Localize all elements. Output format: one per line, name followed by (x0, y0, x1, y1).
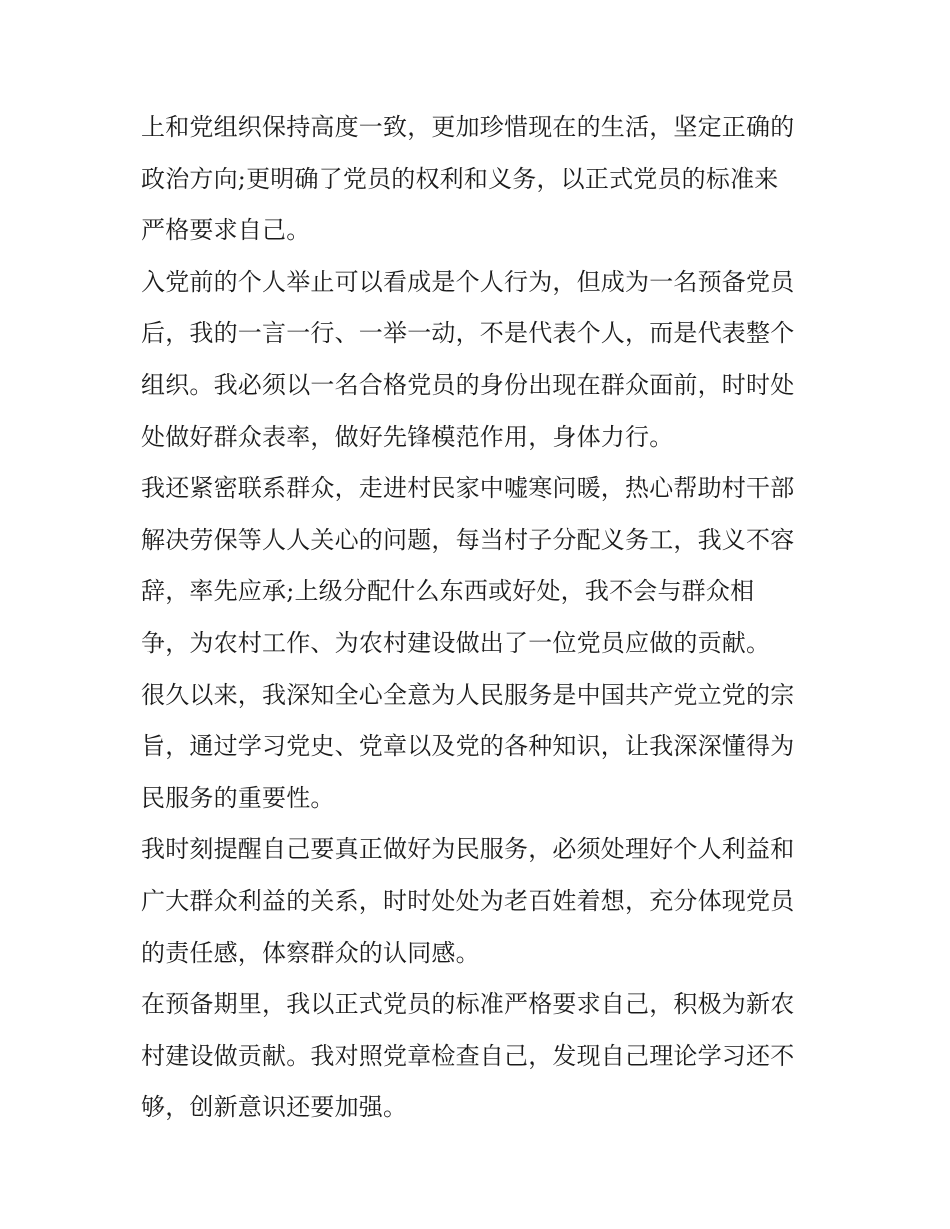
text-line: 严格要求自己。 (141, 216, 311, 245)
text-line: 广大群众利益的关系，时时处处为老百姓着想，充分体现党员 (141, 886, 795, 915)
document-body (141, 102, 821, 1134)
text-line: 在预备期里，我以正式党员的标准严格要求自己，积极为新农 (141, 990, 795, 1019)
text-line: 上和党组织保持高度一致，更加珍惜现在的生活，坚定正确的 (141, 113, 795, 141)
text-line: 组织。我必须以一名合格党员的身份出现在群众面前，时时处 (141, 370, 795, 399)
text-line: 争，为农村工作、为农村建设做出了一位党员应做的贡献。 (141, 628, 771, 657)
text-line: 民服务的重要性。 (141, 783, 335, 812)
text-line: 的责任感，体察群众的认同感。 (141, 938, 480, 967)
text-line: 入党前的个人举止可以看成是个人行为，但成为一名预备党员 (141, 267, 795, 296)
text-line: 很久以来，我深知全心全意为人民服务是中国共产党立党的宗 (141, 680, 795, 709)
text-line: 辞，率先应承;上级分配什么东西或好处，我不会与群众相 (141, 577, 755, 606)
text-line: 解决劳保等人人关心的问题，每当村子分配义务工，我义不容 (141, 525, 795, 554)
text-line: 够，创新意识还要加强。 (141, 1093, 408, 1122)
text-line: 我时刻提醒自己要真正做好为民服务，必须处理好个人利益和 (141, 835, 795, 864)
text-line: 处做好群众表率，做好先锋模范作用，身体力行。 (141, 422, 674, 451)
text-line: 村建设做贡献。我对照党章检查自己，发现自己理论学习还不 (141, 1041, 795, 1070)
text-line: 旨，通过学习党史、党章以及党的各种知识，让我深深懂得为 (141, 732, 795, 761)
text-line: 我还紧密联系群众，走进村民家中嘘寒问暖，热心帮助村干部 (141, 474, 795, 503)
text-line: 政治方向;更明确了党员的权利和义务，以正式党员的标准来 (141, 164, 779, 193)
text-line: 后，我的一言一行、一举一动，不是代表个人，而是代表整个 (141, 319, 795, 348)
